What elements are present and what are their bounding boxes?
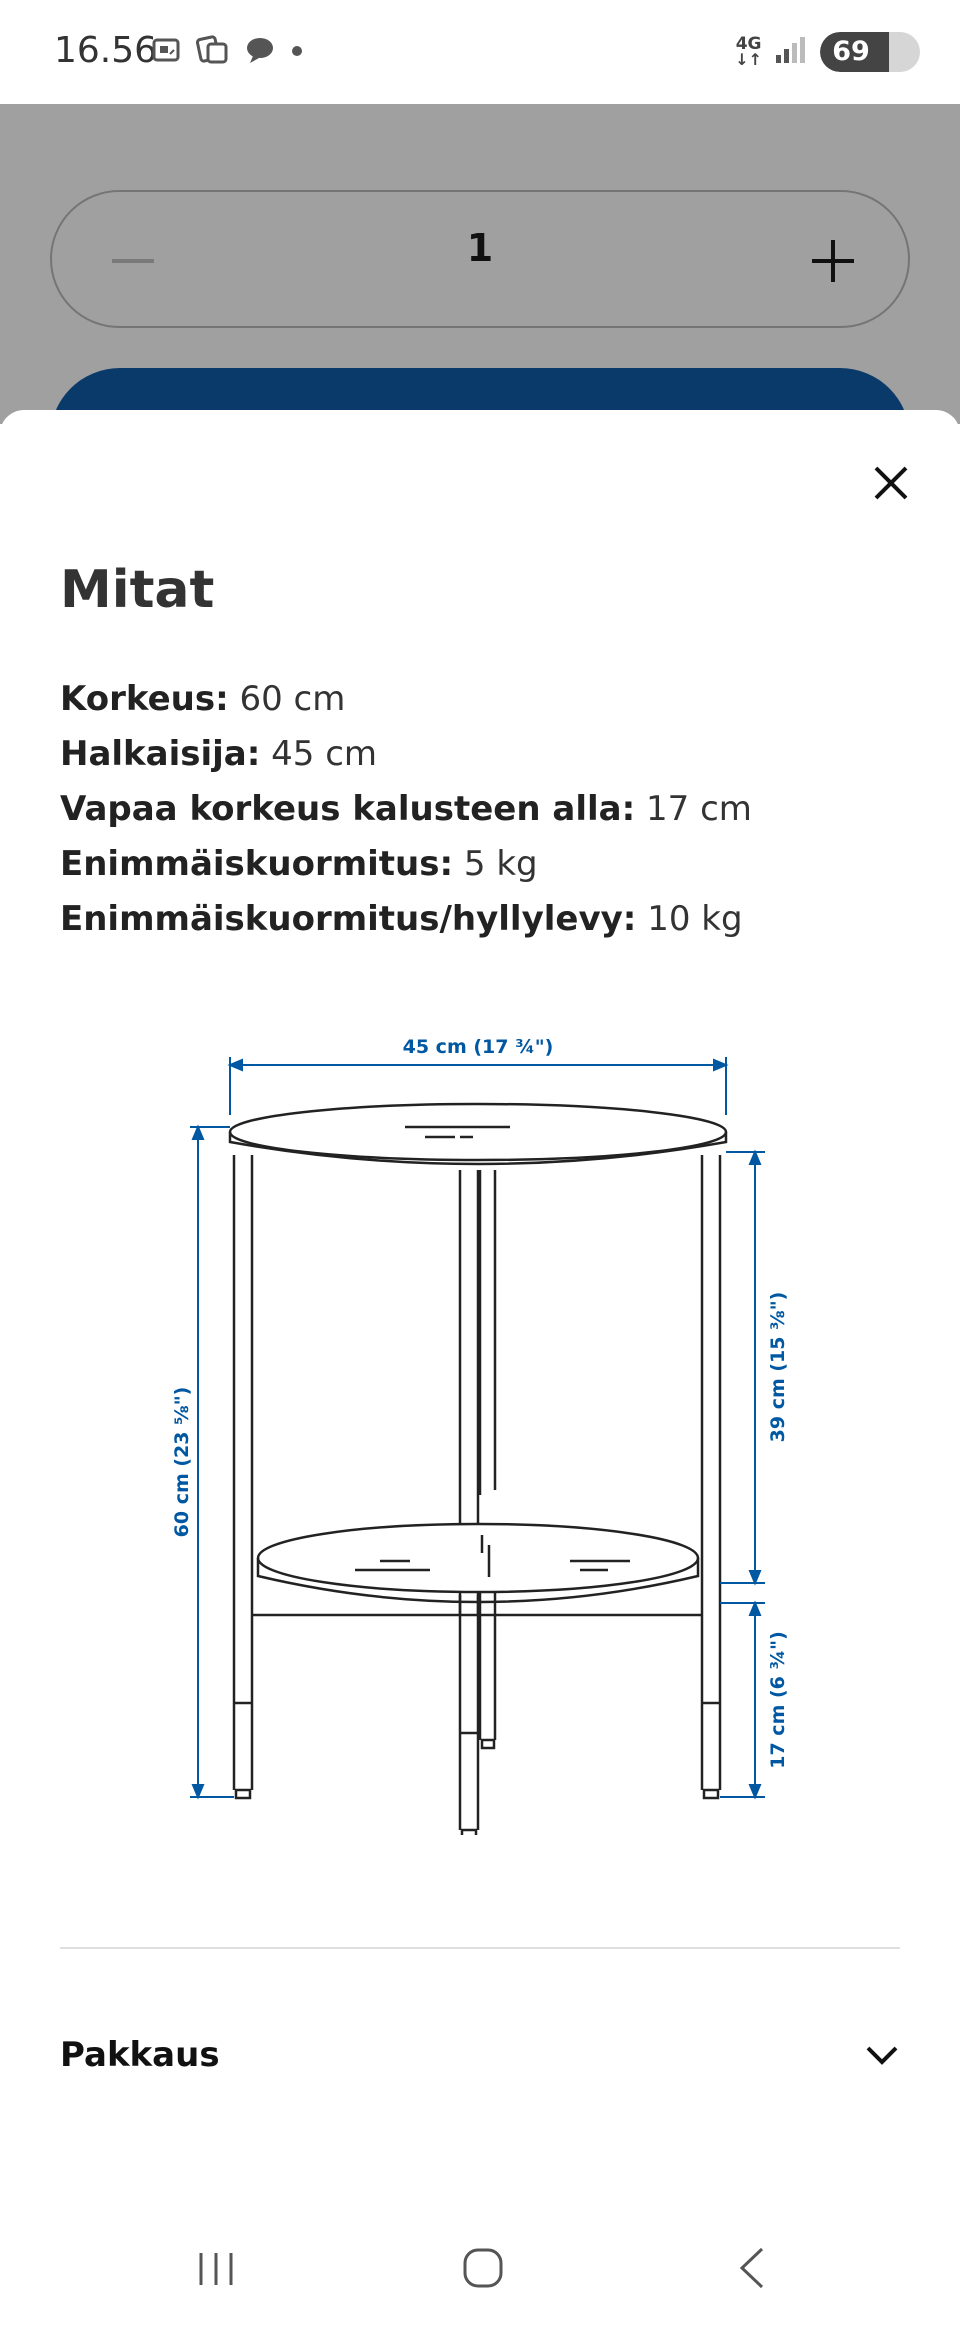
spec-value: 45 cm <box>271 734 378 774</box>
spec-value: 5 kg <box>463 844 538 884</box>
spec-value: 17 cm <box>646 789 752 829</box>
signal-icon <box>774 35 808 69</box>
back-icon[interactable] <box>736 2245 768 2291</box>
spec-label: Enimmäiskuormitus/hyllylevy: <box>60 899 637 939</box>
section-divider <box>60 1947 900 1949</box>
battery-indicator <box>820 32 920 72</box>
dot-icon <box>290 43 304 62</box>
app-notification-icon <box>196 34 230 70</box>
width-dimension-label: 45 cm (17 ¾") <box>402 1036 554 1058</box>
status-bar <box>0 0 960 104</box>
battery-percent: 69 <box>832 36 870 67</box>
close-icon[interactable] <box>868 460 914 506</box>
package-section-header[interactable]: Pakkaus <box>60 2035 220 2075</box>
status-notification-icons <box>150 34 304 70</box>
spec-label: Halkaisija: <box>60 734 261 774</box>
quantity-value: 1 <box>466 226 494 270</box>
home-icon[interactable] <box>462 2247 504 2289</box>
spec-value: 60 cm <box>239 679 346 719</box>
screenshot-icon <box>150 34 182 70</box>
spec-label: Korkeus: <box>60 679 229 719</box>
spec-row-diameter <box>60 727 752 782</box>
dimensions-sheet <box>0 410 960 2347</box>
spec-row-clearance <box>60 782 752 837</box>
spec-label: Enimmäiskuormitus: <box>60 844 454 884</box>
spec-label: Vapaa korkeus kalusteen alla: <box>60 789 636 829</box>
table-dimension-drawing <box>160 1015 800 1835</box>
sheet-title: Mitat <box>60 560 215 620</box>
height-dimension-label: 60 cm (23 ⅝") <box>171 1386 193 1538</box>
spec-row-height <box>60 672 752 727</box>
system-navigation-bar <box>0 2217 960 2347</box>
spec-row-max-load-shelf <box>60 892 752 947</box>
spec-value: 10 kg <box>647 899 743 939</box>
chevron-down-icon[interactable] <box>864 2040 900 2070</box>
spec-row-max-load <box>60 837 752 892</box>
quantity-stepper[interactable] <box>50 190 910 328</box>
network-indicator: 4G ↓↑ <box>735 34 762 69</box>
network-type: 4G <box>735 34 762 54</box>
dimmed-page-overlay[interactable] <box>0 104 960 424</box>
dimension-specs <box>60 672 752 947</box>
recent-apps-icon[interactable] <box>196 2247 236 2291</box>
increase-quantity-button[interactable] <box>804 232 862 290</box>
lower-clearance-label: 17 cm (6 ¾") <box>767 1631 789 1769</box>
status-time: 16.56 <box>54 30 158 71</box>
chat-bubble-icon <box>244 34 276 70</box>
upper-clearance-label: 39 cm (15 ⅜") <box>767 1291 789 1443</box>
status-system-icons <box>735 32 920 72</box>
